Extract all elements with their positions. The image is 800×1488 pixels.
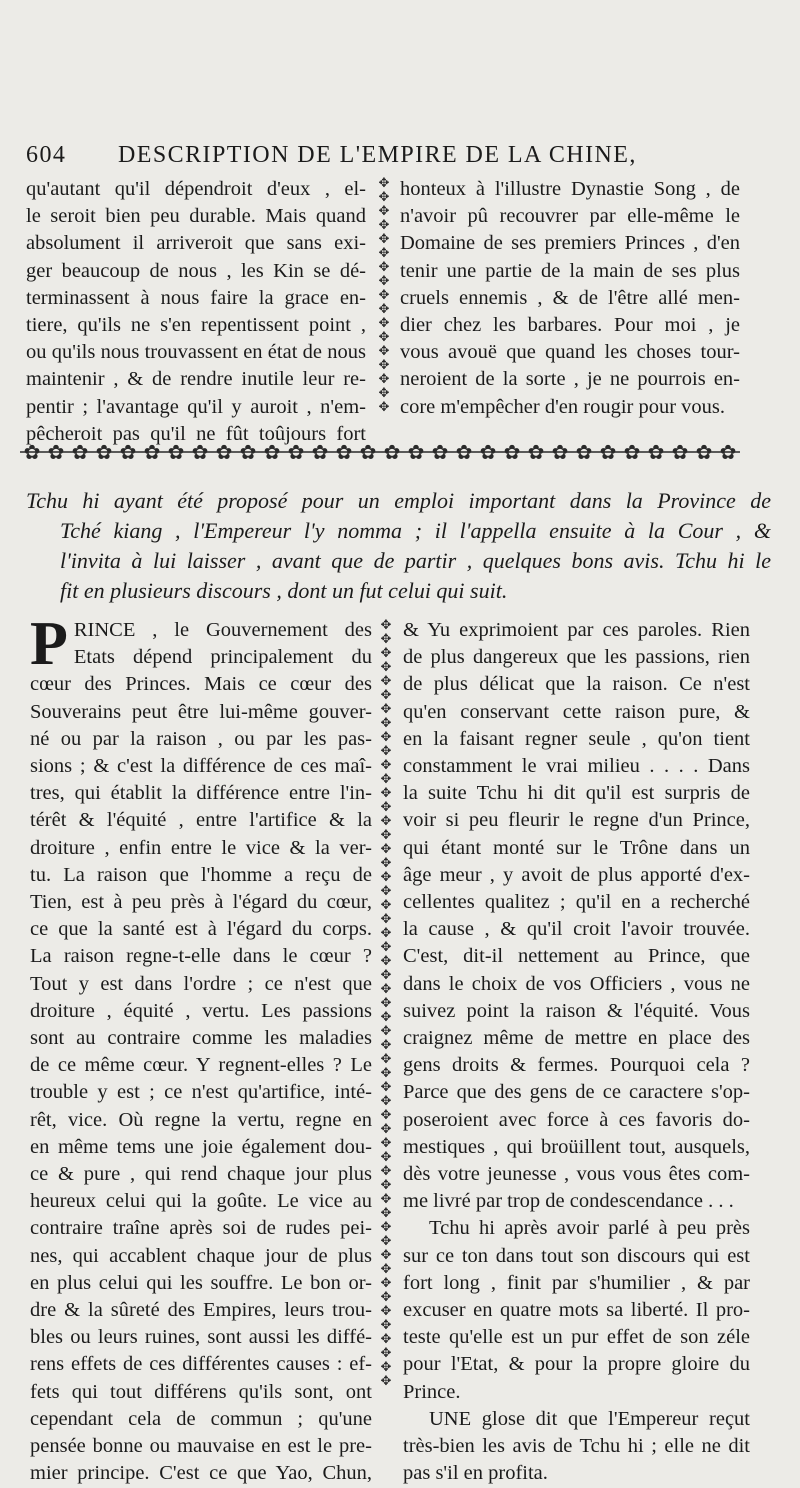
ornament-flourish: ✿: [215, 442, 233, 464]
ornament-flourish: ✿: [47, 442, 65, 464]
summary-line: Tché kiang , l'Empereur l'y nomma ; il l'appella ensuite à la Cour , &: [60, 518, 771, 543]
text-line: dès votre jeunesse , vous vous êtes com-: [403, 1163, 750, 1186]
ornament-flourish: ✿: [527, 442, 545, 464]
text-line: pour l'Etat, & pour la propre gloire du: [403, 1353, 750, 1376]
text-line: maintenir , & de rendre inutile leur re-: [26, 368, 366, 391]
text-line: rêt, vice. Où regne la vertu, regne en: [30, 1108, 372, 1131]
text-line: tu. La raison que l'homme a reçu de: [30, 863, 372, 886]
text-line: fort long , finit par s'humilier , & par: [403, 1271, 750, 1294]
bottom-left-column: [30, 610, 372, 1488]
ornament-flourish: ✿: [719, 442, 737, 464]
summary-line: Tchu hi ayant été proposé pour un emploi important dans la Province de: [26, 488, 771, 513]
text-line: tenir une partie de la main de ses plus: [400, 259, 740, 282]
text-line: cependant cela de commun ; qu'une: [30, 1407, 372, 1430]
ornament-flourish: ✿: [143, 442, 161, 464]
ornament-flourish: ✿: [239, 442, 257, 464]
ornament-flourish: ✿: [671, 442, 689, 464]
text-line: qu'autant qu'il dépendroit d'eux , el-: [26, 178, 366, 200]
text-line: mier principe. C'est ce que Yao, Chun,: [30, 1462, 372, 1485]
text-line: en même tems une joie également dou-: [30, 1135, 372, 1158]
text-line: constamment le vrai milieu . . . . Dans: [403, 755, 750, 778]
running-title: DESCRIPTION DE L'EMPIRE DE LA CHINE,: [118, 142, 637, 168]
text-line: qui étant monté sur le Trône dans un: [403, 836, 750, 859]
text-line: sions ; & c'est la différence de ces maî-: [30, 755, 372, 778]
text-line: Tchu hi après avoir parlé à peu près: [429, 1217, 750, 1240]
text-line: n'avoir pû recouvrer par elle-même le: [400, 205, 740, 228]
text-line: craignez même de mettre en place des: [403, 1027, 750, 1050]
text-line: dans le choix de vos Officiers , vous ne: [403, 972, 750, 995]
ornament-flourish: ✿: [119, 442, 137, 464]
text-line: droiture , enfin entre le vice & la ver-: [30, 836, 372, 859]
ornament-flourish: ✿: [23, 442, 41, 464]
text-line: ou qu'ils nous trouvassent en état de nous: [26, 341, 366, 364]
text-line: de ce même cœur. Y regnent-elles ? Le: [30, 1054, 372, 1077]
text-line: âge meur , y avoit de plus apporté d'ex-: [403, 863, 750, 886]
text-line: fets qui tout différens qu'ils sont, ont: [30, 1380, 372, 1403]
text-line: heureux celui qui la goûte. Le vice au: [30, 1190, 372, 1213]
ornament-flourish: ✿: [623, 442, 641, 464]
text-line: cœur des Princes. Mais ce cœur des: [30, 673, 372, 696]
ornament-flourish: ✿: [575, 442, 593, 464]
ornament-flourish: ✿: [263, 442, 281, 464]
drop-cap: P: [30, 610, 68, 678]
text-line: très-bien les avis de Tchu hi ; elle ne dit: [403, 1435, 750, 1458]
ornament-flourish: ✿: [647, 442, 665, 464]
text-line: térêt & l'équité , entre l'artifice & la: [30, 809, 372, 832]
text-line: Etats dépend principalement du: [73, 646, 372, 669]
summary-line: fit en plusieurs discours , dont un fut celui qui suit.: [60, 578, 508, 603]
text-line: dre & la sûreté des Empires, leurs trou-: [30, 1299, 372, 1322]
ornament-flourish: ✿: [191, 442, 209, 464]
text-line: neroient de la sorte , je ne pourrois en-: [400, 368, 740, 391]
text-line: poseroient avec force à ces favoris do-: [403, 1108, 750, 1131]
text-line: ce que la santé est à l'égard du corps.: [30, 918, 372, 941]
text-line: trouble y est ; ce n'est qu'artifice, inté-: [30, 1081, 372, 1104]
text-line: Prince.: [403, 1380, 461, 1403]
ornament-flourish: ✿: [503, 442, 521, 464]
page-number: 604: [26, 142, 67, 168]
text-line: qu'en conservant cette raison pure, &: [403, 700, 750, 723]
text-line: terminassent à nous faire la grace en-: [26, 286, 366, 309]
text-line: ce & pure , qui rend chaque jour plus: [30, 1163, 372, 1186]
text-line: absolument il arriveroit que sans exi-: [26, 232, 366, 255]
text-line: core m'empêcher d'en rougir pour vous.: [400, 395, 726, 418]
ornament-flourish: ✿: [167, 442, 185, 464]
text-line: nes, qui accablent chaque jour de plus: [30, 1244, 372, 1267]
text-line: bles ou leurs ruines, sont aussi les diffé-: [30, 1326, 372, 1349]
text-line: mestiques , qui broüillent tout, ausquels,: [403, 1135, 750, 1158]
text-line: C'est, dit-il nettement au Prince, que: [403, 945, 750, 968]
text-line: de plus dangereux que les passions, rien: [403, 646, 750, 669]
text-line: honteux à l'illustre Dynastie Song , de: [400, 178, 740, 200]
text-line: en plus celui qui les souffre. Le bon or-: [30, 1271, 372, 1294]
text-line: Tout y est dans l'ordre ; ce n'est que: [30, 972, 372, 995]
text-line: tiere, qu'ils ne s'en repentissent point ,: [26, 314, 366, 337]
ornament-flourish: ✿: [695, 442, 713, 464]
summary-line: l'invita à lui laisser , avant que de partir , quelques bons avis. Tchu hi le: [60, 548, 771, 573]
text-line: sur ce ton dans tout son discours qui est: [403, 1244, 750, 1267]
chapter-summary: [26, 486, 771, 606]
text-line: tres, qui établit la différence entre l'in-: [30, 782, 372, 805]
text-line: ger beaucoup de nous , les Kin se dé-: [26, 259, 366, 282]
text-line: excuser en quatre mots sa liberté. Il pro-: [403, 1299, 750, 1322]
text-line: Souverains peut être lui-même gouver-: [30, 700, 372, 723]
text-line: pêcheroit pas qu'il ne fût toûjours fort: [26, 422, 366, 445]
ornament-flourish: ✿: [431, 442, 449, 464]
text-line: teste qu'elle est un pur effet de son zéle: [403, 1326, 750, 1349]
text-line: vous avouë que quand les choses tour-: [400, 341, 740, 364]
column-divider-ornament: ✥ ✥ ✥ ✥ ✥ ✥ ✥ ✥ ✥ ✥ ✥ ✥ ✥ ✥ ✥ ✥ ✥: [378, 176, 390, 414]
text-line: le seroit bien peu durable. Mais quand: [26, 205, 366, 228]
ornament-flourish: ✿: [551, 442, 569, 464]
text-line: né ou par la raison , ou par les pas-: [30, 727, 372, 750]
text-line: La raison regne-t-elle dans le cœur ?: [30, 945, 372, 968]
ornament-flourish: ✿: [335, 442, 353, 464]
ornament-flourish: ✿: [311, 442, 329, 464]
text-line: droiture , équité , vertu. Les passions: [30, 999, 372, 1022]
page-header: [26, 142, 776, 176]
text-line: & Yu exprimoient par ces paroles. Rien: [403, 619, 750, 641]
column-divider-ornament: ✥ ✥ ✥ ✥ ✥ ✥ ✥ ✥ ✥ ✥ ✥ ✥ ✥ ✥ ✥ ✥ ✥ ✥ ✥ ✥ ✥ ✥ ✥ ✥ ✥ ✥ ✥ ✥ ✥ ✥ ✥ ✥ ✥ ✥ ✥ ✥ ✥ ✥ ✥ ✥ ✥ ✥ ✥ ✥ ✥ ✥ ✥ ✥ ✥ ✥ ✥ ✥ ✥ ✥ ✥: [380, 618, 392, 1388]
ornament-flourish: ✿: [359, 442, 377, 464]
ornament-flourish: ✿: [95, 442, 113, 464]
text-line: Tien, est à peu près à l'égard du cœur,: [30, 891, 372, 914]
text-line: Domaine de ses premiers Princes , d'en: [400, 232, 740, 255]
ornament-flourish: ✿: [407, 442, 425, 464]
text-line: me livré par trop de condescendance . . .: [403, 1190, 734, 1213]
ornamental-band: [20, 432, 740, 472]
text-line: la suite Tchu hi dit qu'il est surpris de: [403, 782, 750, 805]
text-line: pensée bonne ou mauvaise en est le pre-: [30, 1435, 372, 1458]
text-line: voir si peu fleurir le regne d'un Prince,: [403, 809, 750, 832]
ornament-flourish: ✿: [479, 442, 497, 464]
ornament-flourish: ✿: [287, 442, 305, 464]
ornament-flourish: ✿: [455, 442, 473, 464]
top-right-column: [400, 176, 740, 421]
ornament-flourish: ✿: [599, 442, 617, 464]
text-line: cellentes qualitez ; qu'il en a recherché: [403, 891, 750, 914]
text-line: contraire traîne après soi de rudes pei-: [30, 1217, 372, 1240]
ornament-flourish: ✿: [383, 442, 401, 464]
text-line: sont au contraire comme les maladies: [30, 1027, 372, 1050]
bottom-right-column: [403, 617, 750, 1488]
text-line: dier chez les barbares. Pour moi , je: [400, 314, 740, 337]
text-line: de plus délicat que la raison. Ce n'est: [403, 673, 750, 696]
text-line: RINCE , le Gouvernement des: [73, 619, 372, 641]
top-left-column: [26, 176, 366, 448]
text-line: cruels ennemis , & de l'être allé men-: [400, 286, 740, 309]
text-line: suivez point la raison & l'équité. Vous: [403, 999, 750, 1022]
text-line: la cause , & qu'il croit l'avoir trouvée.: [403, 918, 750, 941]
text-line: UNE glose dit que l'Empereur reçut: [429, 1407, 750, 1430]
ornament-flourish: ✿: [71, 442, 89, 464]
text-line: Parce que des gens de ce caractere s'op-: [403, 1081, 750, 1104]
text-line: en la faisant regner seule , qu'on tient: [403, 727, 750, 750]
text-line: rens effets de ces différentes causes : ef-: [30, 1353, 372, 1376]
text-line: pentir ; l'avantage qu'il y auroit , n'em-: [26, 395, 366, 418]
text-line: gens droits & fermes. Pourquoi cela ?: [403, 1054, 750, 1077]
text-line: pas s'il en profita.: [403, 1462, 548, 1485]
